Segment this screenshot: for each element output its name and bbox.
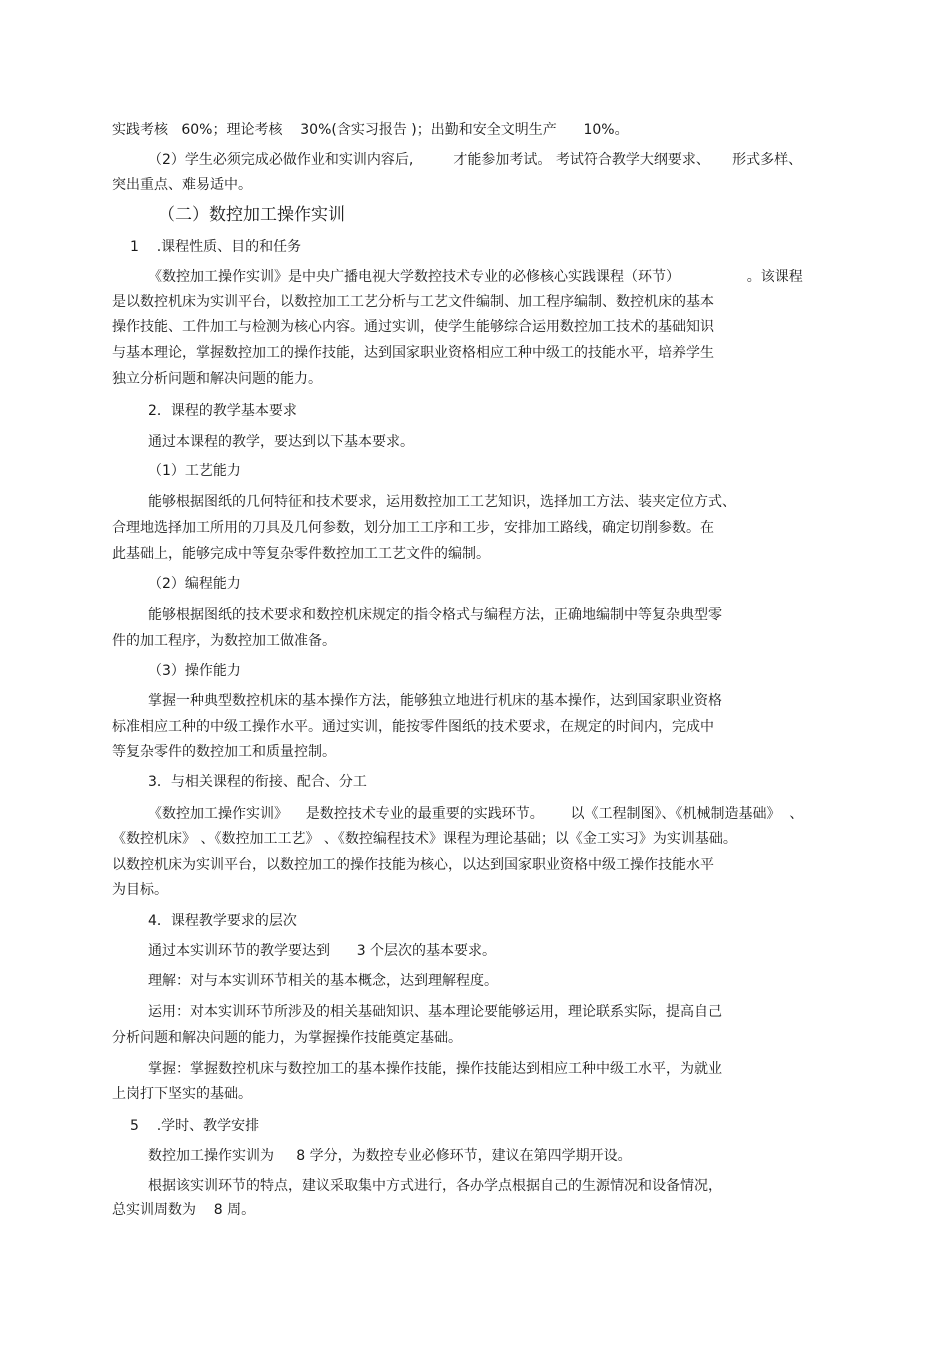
text-line: 掌握：掌握数控机床与数控加工的基本操作技能，操作技能达到相应工种中级工水平，为就业 — [148, 1061, 722, 1077]
text-line: （2）学生必须完成必做作业和实训内容后, 才能参加考试。 考试符合教学大纲要求、 形式多样、 — [148, 152, 803, 168]
subheading: 2．课程的教学基本要求 — [148, 403, 297, 419]
text-line: 与基本理论，掌握数控加工的操作技能，达到国家职业资格相应工种中级工的技能水平，培养学生 — [112, 345, 714, 361]
text-line: 件的加工程序，为数控加工做准备。 — [112, 633, 336, 649]
text-line: 为目标。 — [112, 882, 168, 898]
text-line: 《数控加工操作实训》是中央广播电视大学数控技术专业的必修核心实践课程（环节） 。该课程 — [148, 269, 803, 285]
text-line: 操作技能、工件加工与检测为核心内容。通过实训，使学生能够综合运用数控加工技术的基础知识 — [112, 319, 714, 335]
text-line: 上岗打下坚实的基础。 — [112, 1086, 252, 1102]
subheading: 1 .课程性质、目的和任务 — [130, 239, 302, 255]
text-line: 根据该实训环节的特点，建议采取集中方式进行，各办学点根据自己的生源情况和设备情况， — [148, 1178, 722, 1194]
subheading: 4．课程教学要求的层次 — [148, 913, 297, 929]
text-line: 以数控机床为实训平台，以数控加工的操作技能为核心，以达到国家职业资格中级工操作技能水平 — [112, 857, 714, 873]
section-heading: （二）数控加工操作实训 — [158, 205, 345, 225]
subheading: 3．与相关课程的衔接、配合、分工 — [148, 774, 367, 790]
text-line: 《数控加工操作实训》 是数控技术专业的最重要的实践环节。 以《工程制图》、《机械制造基础》 、 — [148, 806, 804, 822]
text-line: 《数控机床》 、《数控加工工艺》 、《数控编程技术》课程为理论基础；以《金工实习》为实训基础。 — [112, 831, 737, 847]
text-line: 运用：对本实训环节所涉及的相关基础知识、基本理论要能够运用，理论联系实际，提高自己 — [148, 1004, 722, 1020]
text-line: 实践考核 60%；理论考核 30%(含实习报告 )；出勤和安全文明生产 10%。 — [112, 122, 629, 138]
text-line: 数控加工操作实训为 8 学分，为数控专业必修环节，建议在第四学期开设。 — [148, 1148, 632, 1164]
text-line: 分析问题和解决问题的能力，为掌握操作技能奠定基础。 — [112, 1030, 462, 1046]
text-line: 掌握一种典型数控机床的基本操作方法，能够独立地进行机床的基本操作，达到国家职业资格 — [148, 693, 722, 709]
subheading: 5 .学时、教学安排 — [130, 1118, 260, 1134]
text-line: 合理地选择加工所用的刀具及几何参数，划分加工工序和工步，安排加工路线，确定切削参数。在 — [112, 520, 714, 536]
text-line: 通过本课程的教学，要达到以下基本要求。 — [148, 434, 414, 450]
text-line: 能够根据图纸的技术要求和数控机床规定的指令格式与编程方法，正确地编制中等复杂典型零 — [148, 607, 722, 623]
text-line: 独立分析问题和解决问题的能力。 — [112, 371, 322, 387]
subheading: （2）编程能力 — [148, 576, 241, 592]
text-line: 突出重点、难易适中。 — [112, 177, 252, 193]
text-line: 此基础上，能够完成中等复杂零件数控加工工艺文件的编制。 — [112, 546, 490, 562]
subheading: （1）工艺能力 — [148, 463, 241, 479]
text-line: 标准相应工种的中级工操作水平。通过实训，能按零件图纸的技术要求，在规定的时间内，完成中 — [112, 719, 714, 735]
text-line: 是以数控机床为实训平台，以数控加工工艺分析与工艺文件编制、加工程序编制、数控机床的基本 — [112, 294, 714, 310]
text-line: 能够根据图纸的几何特征和技术要求，运用数控加工工艺知识，选择加工方法、装夹定位方式、 — [148, 494, 736, 510]
text-line: 通过本实训环节的教学要达到 3 个层次的基本要求。 — [148, 943, 497, 959]
text-line: 总实训周数为 8 周。 — [112, 1202, 256, 1218]
text-line: 等复杂零件的数控加工和质量控制。 — [112, 744, 336, 760]
text-line: 理解：对与本实训环节相关的基本概念，达到理解程度。 — [148, 973, 498, 989]
subheading: （3）操作能力 — [148, 663, 241, 679]
